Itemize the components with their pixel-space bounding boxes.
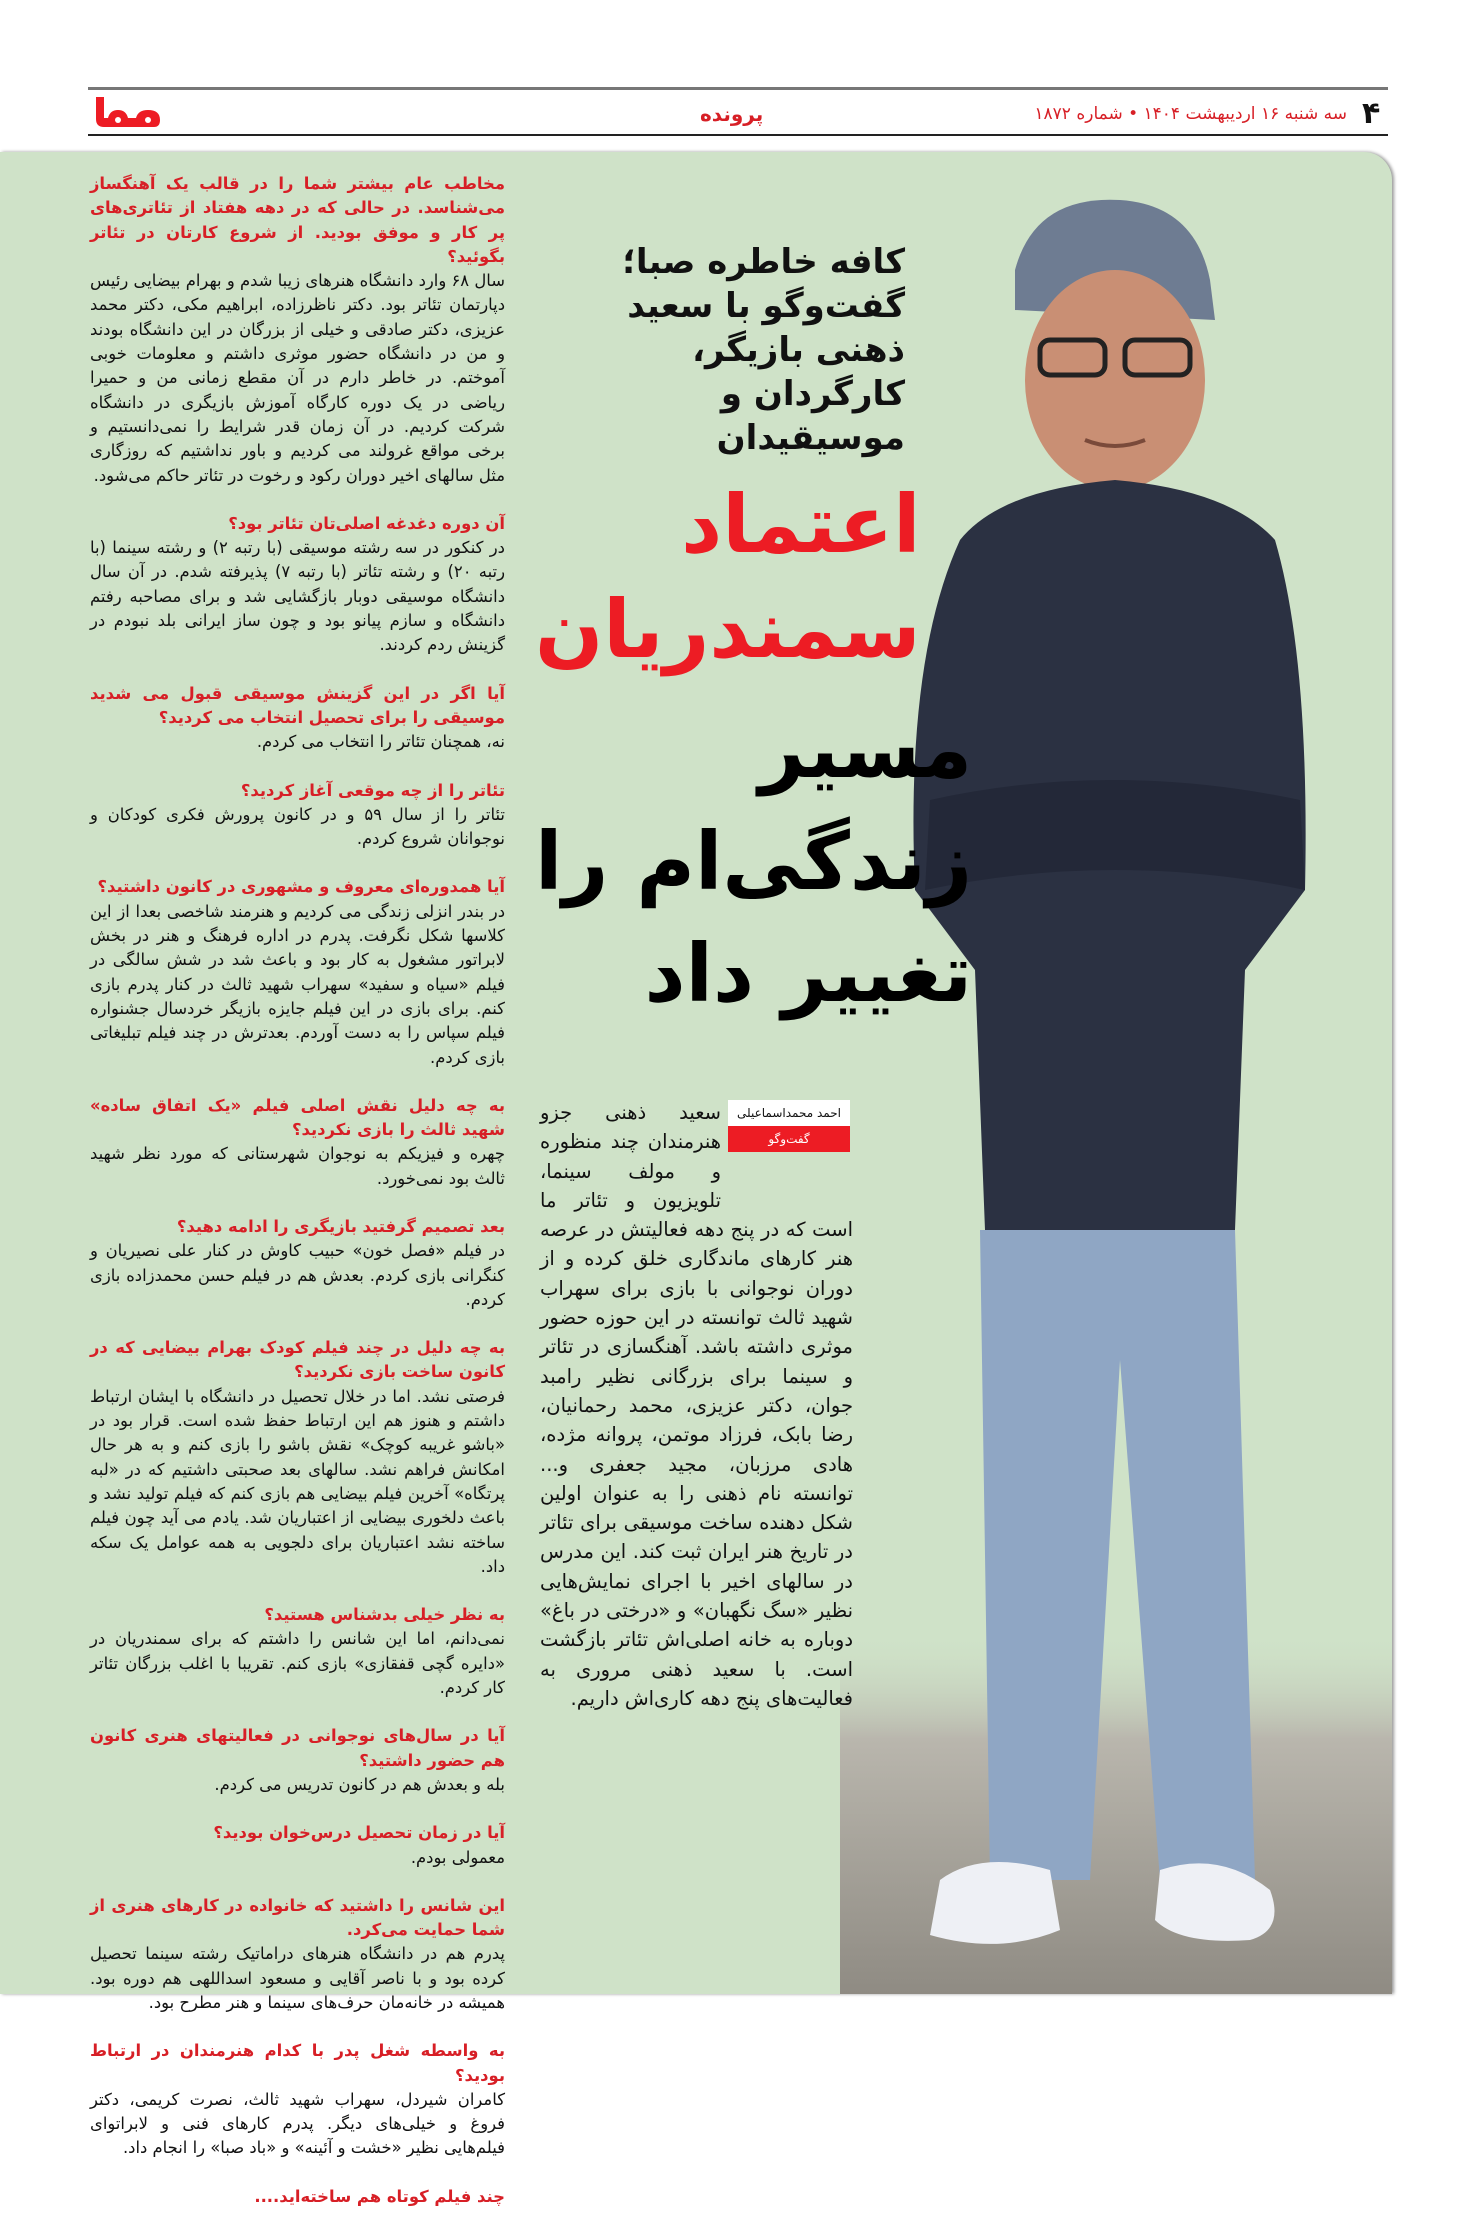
portrait-photo bbox=[840, 180, 1392, 1994]
qa-item bbox=[90, 1603, 505, 1700]
qa-item bbox=[90, 1894, 505, 2015]
headline-line: زندگی‌ام را bbox=[535, 815, 973, 908]
answer: چهره و فیزیکم به نوجوان شهرستانی که مورد نظر شهید ثالث بود نمی‌خورد. bbox=[90, 1144, 505, 1188]
headline-red bbox=[535, 472, 921, 682]
saba-logo bbox=[90, 93, 165, 133]
qa-item bbox=[90, 2039, 505, 2160]
answer: فرصتی نشد. اما در خلال تحصیل در دانشگاه با ایشان ارتباط داشتم و هنوز هم این ارتباط حفظ شده است. قرار بود در «باشو غریبه کوچک» نقش باشو را بازی کنم و به هر حال امکانش فراهم نشد. سالهای بعد صحبتی داشتیم که در «لبه پرتگاه» آخرین فیلم بیضایی هم بازی کنم که فیلم تولید نشد و باعث دلخوری بیضایی از اعتباریان شد. یادم می آید چون فیلم ساخته نشد اعتباریان برای دلجویی به همه عوامل یک سکه داد. bbox=[90, 1386, 505, 1576]
question: مخاطب عام بیشتر شما را در قالب یک آهنگساز می‌شناسد. در حالی که در دهه هفتاد از تئاتری‌های پر کار و موفق بودید. از شروع کارتان در تئاتر بگوئید؟ bbox=[90, 174, 505, 266]
answer: پدرم هم در دانشگاه هنرهای دراماتیک رشته سینما تحصیل کرده بود و با ناصر آقایی و مسعود اسداللهی هم دوره بود. همیشه در خانه‌مان حرف‌های سینما و هنر مطرح بود. bbox=[90, 1944, 505, 2012]
qa-item bbox=[90, 1215, 505, 1312]
article-category: گفت‌وگو bbox=[728, 1126, 850, 1152]
qa-item bbox=[90, 1724, 505, 1797]
qa-item bbox=[90, 1336, 505, 1579]
headline-black bbox=[535, 694, 972, 1030]
answer: سال ۶۸ وارد دانشگاه هنرهای زیبا شدم و بهرام بیضایی رئیس دپارتمان تئاتر بود. دکتر ناظرزاده، ابراهیم مکی، دکتر محمد عزیزی، دکتر صادقی و خیلی از بزرگان در این دانشگاه بودند و من در دانشگاه حضور موثری داشتم و معلومات خوبی آموختم. در خاطر دارم در آن مقطع زمانی من و حمیرا ریاضی در یک دوره کارگاه آموزش بازیگری در دانشگاه شرکت کردیم. در آن زمان قدر شرایط را نمی‌دانستیم و برخی مواقع غرولند می کردیم و باور نداشتیم که روزگاری مثل سالهای اخیر دوران رکود و رخوت در تئاتر حاکم می‌شود. bbox=[90, 271, 505, 485]
answer: در فیلم «فصل خون» حبیب کاوش در کنار علی نصیریان و کنگرانی بازی کردم. بعدش هم در فیلم حسن محمدزاده بازی کردم. bbox=[90, 1241, 505, 1309]
qa-item bbox=[90, 875, 505, 1069]
intro-text: سعید ذهنی جزو هنرمندان چند منظوره و مولف سینما، تلویزیون و تئاتر ما است که در پنج دهه فعالیتش در عرصه هنر کارهای ماندگاری خلق کرده و از دوران نوجوانی با بازی برای سهراب شهید ثالث توانسته در این حوزه حضور موثری داشته باشد. آهنگسازی در تئاتر و سینما برای بزرگانی نظیر رامبد جوان، دکتر عزیزی، محمد رحمانیان، رضا بابک، فرزاد موتمن، پروانه مژده، هادی مرزبان، مجید جعفری و... توانسته نام ذهنی را به عنوان اولین شکل دهنده ساخت موسیقی برای تئاتر در تاریخ هنر ایران ثبت کند. این مدرس در سالهای اخیر با اجرای نمایش‌هایی نظیر «سگ نگهبان» و «درختی در باغ» دوباره به خانه اصلی‌اش تئاتر بازگشت است. با سعید ذهنی مروری به فعالیت‌های پنج دهه کاری‌اش داریم. bbox=[540, 1101, 853, 1710]
question: آیا در سال‌های نوجوانی در فعالیتهای هنری کانون هم حضور داشتید؟ bbox=[90, 1726, 505, 1770]
headline-line: اعتماد bbox=[681, 478, 921, 571]
question: تئاتر را از چه موقعی آغاز کردید؟ bbox=[240, 780, 505, 800]
answer: معمولی بودم. bbox=[410, 1847, 505, 1867]
qa-item bbox=[90, 2185, 505, 2209]
question: به چه دلیل در چند فیلم کودک بهرام بیضایی که در کانون ساخت بازی نکردید؟ bbox=[90, 1338, 505, 1382]
answer: تئاتر را از سال ۵۹ و در کانون پرورش فکری کودکان و نوجوانان شروع کردم. bbox=[90, 804, 505, 849]
question: بعد تصمیم گرفتید بازیگری را ادامه دهید؟ bbox=[176, 1216, 505, 1236]
answer: در بندر انزلی زندگی می کردیم و هنرمند شاخصی بعدا از این کلاسها شکل نگرفت. پدرم در اداره فرهنگ و هنر در بخش لابراتور مشغول به کار بود و باعث شد در شش سالگی در فیلم «سیاه و سفید» سهراب شهید ثالث در کنار پدرم بازی کنم. برای بازی در این فیلم جایزه بازیگر خردسال جشنواره فیلم سپاس را به دست آوردم. بعدترش در چند فیلم تبلیغاتی بازی کردم. bbox=[90, 901, 505, 1067]
question: آن دوره دغدغه اصلی‌تان تئاتر بود؟ bbox=[228, 513, 505, 533]
page-number: ۴ bbox=[1362, 96, 1381, 131]
question: این شانس را داشتید که خانواده در کارهای هنری از شما حمایت می‌کرد. bbox=[90, 1895, 505, 1940]
question: آیا اگر در این گزینش موسیقی قبول می شدید موسیقی را برای تحصیل انتخاب می کردید؟ bbox=[90, 683, 505, 727]
qa-item bbox=[90, 1094, 505, 1191]
byline-spacer bbox=[721, 1098, 853, 1186]
section-title: پرونده bbox=[700, 102, 764, 126]
headline-line: تغییر داد bbox=[644, 927, 973, 1020]
answer: بله و بعدش هم در کانون تدریس می کردم. bbox=[214, 1774, 505, 1794]
question: آیا همدوره‌ای معروف و مشهوری در کانون داشتید؟ bbox=[97, 877, 505, 897]
answer: نه، همچنان تئاتر را انتخاب می کردم. bbox=[256, 732, 505, 752]
qa-item bbox=[90, 682, 505, 755]
answer: نمی‌دانم، اما این شانس را داشتم که برای سمندریان در «دایره گچی قفقازی» بازی کنم. تقریبا با اغلب بزرگان تئاتر کار کردم. bbox=[90, 1629, 505, 1698]
qa-item bbox=[90, 512, 505, 658]
article-intro bbox=[540, 1098, 853, 1713]
answer: کامران شیردل، سهراب شهید ثالث، نصرت کریمی، دکتر فروغ و خیلی‌های دیگر. پدرم کارهای فنی و لابراتوای فیلم‌هایی نظیر «خشت و آئینه» و «باد صبا» را انجام داد. bbox=[90, 2089, 505, 2158]
header-top-rule bbox=[88, 87, 1388, 90]
article-subtitle: کافه خاطره صبا؛ گفت‌وگو با سعید ذهنی بازیگر، کارگردان و موسیقیدان bbox=[622, 242, 905, 458]
question: چند فیلم کوتاه هم ساخته‌اید.... bbox=[254, 2186, 505, 2206]
issue-date: سه شنبه ۱۶ اردیبهشت ۱۴۰۴ • شماره ۱۸۷۲ bbox=[1034, 104, 1347, 124]
question: به چه دلیل نقش اصلی فیلم «یک اتفاق ساده» شهید ثالث را بازی نکردید؟ bbox=[90, 1095, 505, 1140]
interview-column bbox=[90, 172, 505, 2233]
question: به واسطه شغل پدر با کدام هنرمندان در ارتباط بودید؟ bbox=[90, 2041, 505, 2085]
question: آیا در زمان تحصیل درس‌خوان بودید؟ bbox=[213, 1823, 505, 1843]
question: به نظر خیلی بدشناس هستید؟ bbox=[264, 1605, 505, 1625]
headline-line: سمندریان bbox=[535, 583, 921, 676]
author-name: احمد محمداسماعیلی bbox=[728, 1100, 850, 1126]
qa-item bbox=[90, 172, 505, 488]
headline-line: مسیر bbox=[758, 703, 973, 796]
qa-item bbox=[90, 779, 505, 852]
qa-item bbox=[90, 1821, 505, 1870]
answer: در کنکور در سه رشته موسیقی (با رتبه ۲) و رشته سینما (با رتبه ۲۰) و رشته تئاتر (با رتبه ۷) پذیرفته شدم. در آن سال دانشگاه موسیقی دوبار بازگشایی شد و برای مصاحبه رفتم دانشگاه و سازم پیانو بود و چون ساز ایرانی بلد نبودم در گزینش ردم کردند. bbox=[90, 538, 506, 655]
header-bottom-rule bbox=[88, 134, 1388, 136]
